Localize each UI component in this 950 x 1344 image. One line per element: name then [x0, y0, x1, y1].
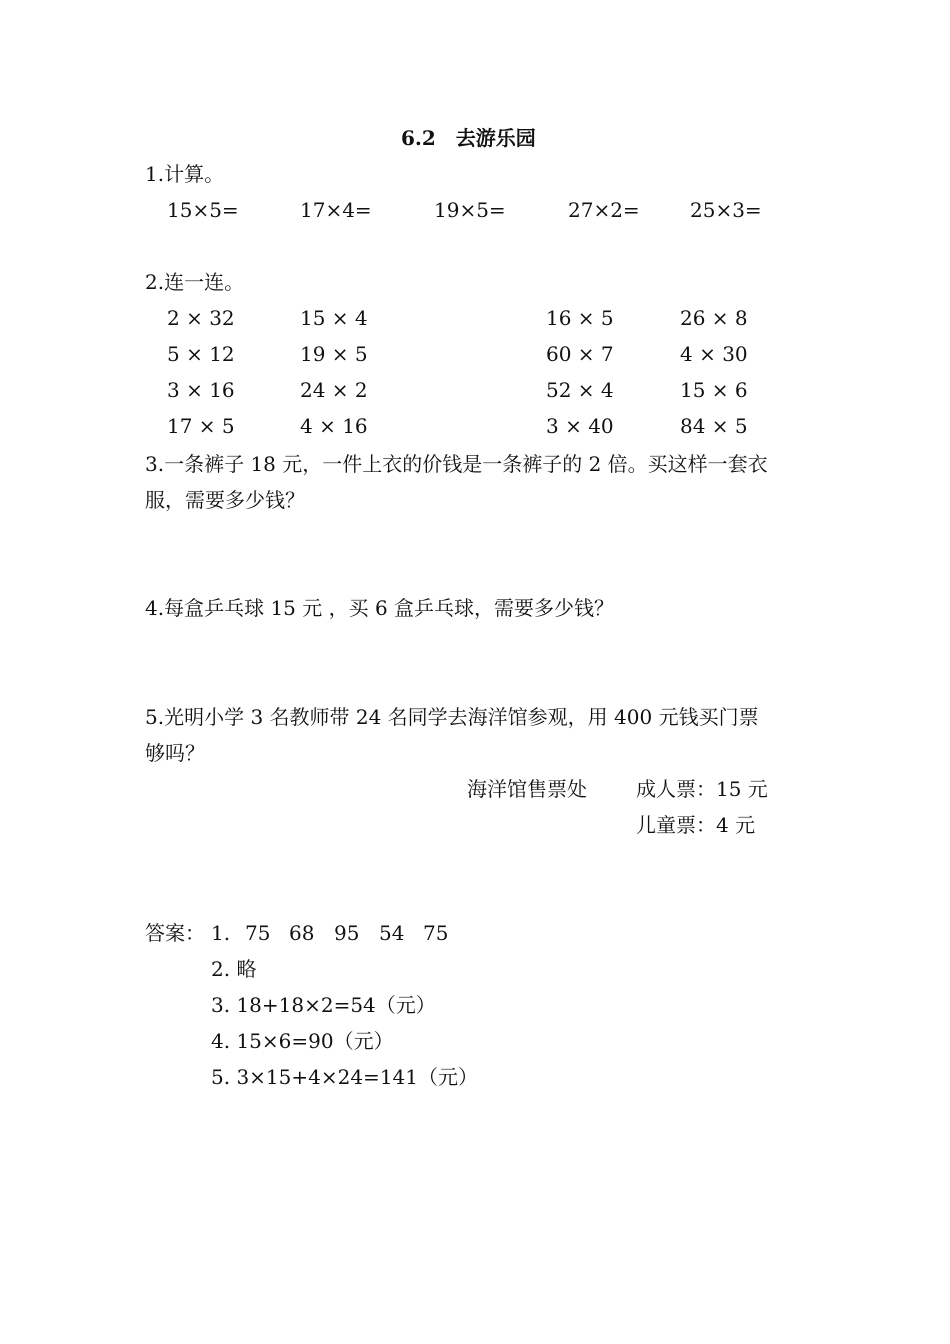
q4-text: 4.每盒乒乓球 15 元 ，买 6 盒乒乓球，需要多少钱？	[145, 596, 615, 620]
q2-expression: 3 × 40	[546, 414, 614, 438]
q1-item: 17×4=	[300, 198, 372, 222]
answer-3: 3. 18+18×2=54（元）	[211, 993, 436, 1017]
q2-expression: 15 × 4	[300, 306, 368, 330]
adult-ticket-price: 成人票：15 元	[636, 777, 768, 801]
answer-1-value: 75	[423, 921, 449, 945]
answer-1-value: 95	[334, 921, 360, 945]
q3-text-line1: 3.一条裤子 18 元，一件上衣的价钱是一条裤子的 2 倍。买这样一套衣	[145, 452, 768, 476]
q1-item: 15×5=	[167, 198, 239, 222]
child-ticket-price: 儿童票：4 元	[636, 813, 756, 837]
q3-text-line2: 服，需要多少钱？	[145, 488, 305, 512]
q2-expression: 3 × 16	[167, 378, 235, 402]
answer-5: 5. 3×15+4×24=141（元）	[211, 1065, 478, 1089]
answer-1-value: 54	[379, 921, 405, 945]
q2-expression: 52 × 4	[546, 378, 614, 402]
answer-1-value: 75	[245, 921, 271, 945]
page-title: 6.2 去游乐园	[401, 126, 536, 150]
q1-item: 27×2=	[568, 198, 640, 222]
q2-expression: 2 × 32	[167, 306, 235, 330]
answer-1-value: 68	[289, 921, 315, 945]
q2-heading: 2.连一连。	[145, 270, 245, 294]
q5-text-line1: 5.光明小学 3 名教师带 24 名同学去海洋馆参观，用 400 元钱买门票	[145, 705, 759, 729]
q2-expression: 24 × 2	[300, 378, 368, 402]
q1-item: 19×5=	[434, 198, 506, 222]
q2-expression: 84 × 5	[680, 414, 748, 438]
q1-heading: 1.计算。	[145, 162, 225, 186]
answer-4: 4. 15×6=90（元）	[211, 1029, 394, 1053]
q2-expression: 17 × 5	[167, 414, 235, 438]
q5-text-line2: 够吗？	[145, 741, 205, 765]
answer-1-number: 1.	[211, 921, 231, 945]
q2-expression: 15 × 6	[680, 378, 748, 402]
answers-label: 答案：	[145, 921, 205, 945]
ticket-office-label: 海洋馆售票处	[467, 777, 587, 801]
q2-expression: 4 × 16	[300, 414, 368, 438]
q2-expression: 4 × 30	[680, 342, 748, 366]
q2-expression: 19 × 5	[300, 342, 368, 366]
q2-expression: 16 × 5	[546, 306, 614, 330]
q2-expression: 26 × 8	[680, 306, 748, 330]
q1-item: 25×3=	[690, 198, 762, 222]
q2-expression: 5 × 12	[167, 342, 235, 366]
q2-expression: 60 × 7	[546, 342, 614, 366]
answer-2: 2. 略	[211, 957, 257, 981]
